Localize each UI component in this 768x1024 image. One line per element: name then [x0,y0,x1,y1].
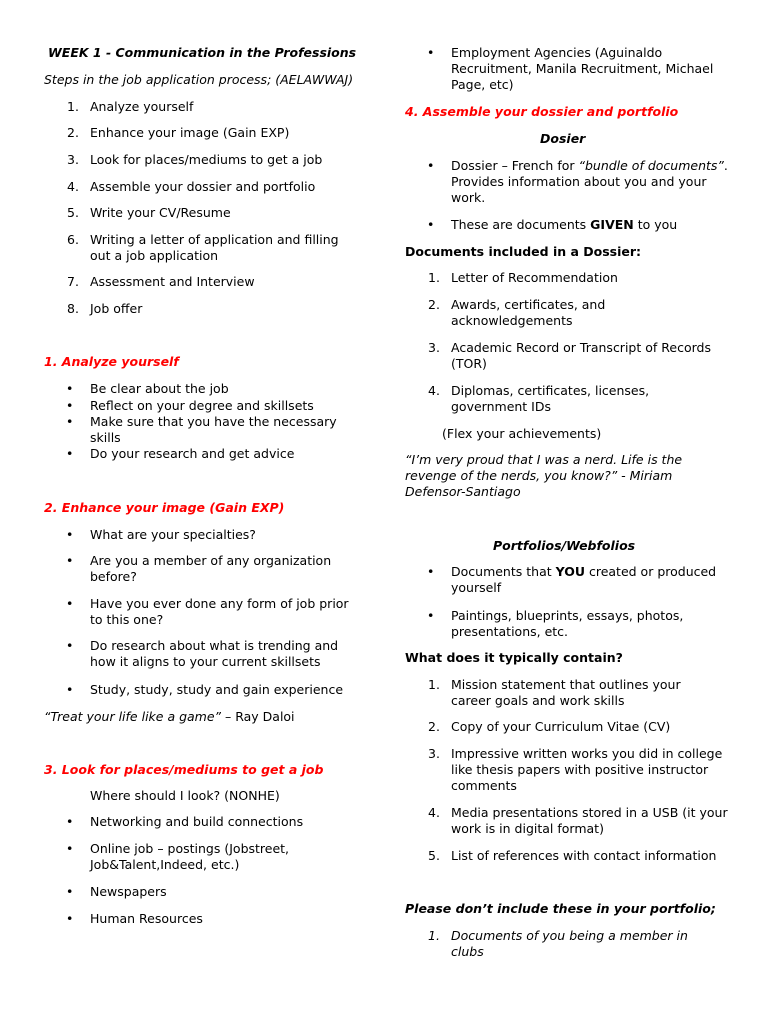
list-item: Documents of you being a member in clubs [451,928,688,959]
bullet-icon: • [427,45,435,60]
list-item: Writing a letter of application and filling out a job application [90,232,339,263]
docs-heading: Documents included in a Dossier: [405,244,642,259]
list-item: Awards, certificates, and acknowledgements [451,297,606,328]
portfolio-heading: Portfolios/Webfolios [493,538,636,553]
section-heading-enhance: 2. Enhance your image (Gain EXP) [44,500,285,515]
bullet-icon: • [66,814,74,829]
bullet-icon: • [427,158,435,173]
bullet-icon: • [66,414,74,429]
bullet-icon: • [66,596,74,611]
list-item: Enhance your image (Gain EXP) [90,125,290,140]
list-item: Documents that YOU created or produced yourself [451,564,717,595]
list-item: Do research about what is trending and how it aligns to your current skillsets [90,638,339,669]
list-item: These are documents GIVEN to you [451,217,678,232]
list-item: Look for places/mediums to get a job [90,152,323,167]
list-item: Job offer [90,301,143,316]
list-item: Do your research and get advice [90,446,295,461]
flex-note: (Flex your achievements) [442,426,602,441]
bullet-icon: • [66,527,74,542]
steps-intro: Steps in the job application process; (AELAWWAJ) [44,72,354,87]
list-item: Assemble your dossier and portfolio [90,179,316,194]
bullet-icon: • [66,381,74,396]
quote-nerd: “I’m very proud that I was a nerd. Life is the revenge of the nerds, you know?” - Miriam Defensor-Santiago [405,452,683,499]
bullet-icon: • [427,217,435,232]
dont-heading: Please don’t include these in your portfolio; [405,901,716,916]
list-item: Human Resources [90,911,203,926]
list-item: Newspapers [90,884,167,899]
dossier-heading: Dosier [540,131,586,146]
list-item: Analyze yourself [90,99,194,114]
list-item: Media presentations stored in a USB (it your work is in digital format) [451,805,728,836]
bullet-icon: • [427,564,435,579]
look-intro: Where should I look? (NONHE) [90,788,280,803]
list-item: Paintings, blueprints, essays, photos, presentations, etc. [451,608,684,639]
list-item: Impressive written works you did in college like thesis papers with positive instructor comments [451,746,723,793]
section-heading-analyze: 1. Analyze yourself [44,354,179,369]
bullet-icon: • [66,553,74,568]
list-item: Reflect on your degree and skillsets [90,398,314,413]
list-item: Diplomas, certificates, licenses, government IDs [451,383,650,414]
bullet-icon: • [66,841,74,856]
list-item: Online job – postings (Jobstreet, Job&Talent,Indeed, etc.) [90,841,290,872]
list-item: Make sure that you have the necessary skills [90,414,337,445]
list-item: What are your specialties? [90,527,256,542]
bullet-icon: • [427,608,435,623]
list-item: Have you ever done any form of job prior to this one? [90,596,349,627]
bullet-icon: • [66,398,74,413]
list-item: Be clear about the job [90,381,229,396]
quote-game: “Treat your life like a game” – Ray Daloi [44,709,295,724]
bullet-icon: • [66,446,74,461]
list-item: Academic Record or Transcript of Records (TOR) [451,340,711,371]
list-item: Copy of your Curriculum Vitae (CV) [451,719,671,734]
section-heading-look: 3. Look for places/mediums to get a job [44,762,324,777]
list-item: Networking and build connections [90,814,304,829]
list-item: Dossier – French for “bundle of documents”. Provides information about you and your work. [451,158,728,205]
list-item: Letter of Recommendation [451,270,618,285]
document-title: WEEK 1 - Communication in the Professions [48,45,357,60]
bullet-icon: • [66,638,74,653]
list-item: Write your CV/Resume [90,205,231,220]
list-item: Mission statement that outlines your career goals and work skills [451,677,681,708]
list-item: Are you a member of any organization before? [90,553,332,584]
bullet-icon: • [66,884,74,899]
contain-heading: What does it typically contain? [405,650,623,665]
list-item: List of references with contact information [451,848,717,863]
bullet-icon: • [66,911,74,926]
list-item: Study, study, study and gain experience [90,682,344,697]
list-item: Assessment and Interview [90,274,255,289]
list-item: Employment Agencies (Aguinaldo Recruitment, Manila Recruitment, Michael Page, etc) [451,45,714,92]
bullet-icon: • [66,682,74,697]
section-heading-assemble: 4. Assemble your dossier and portfolio [405,104,679,119]
